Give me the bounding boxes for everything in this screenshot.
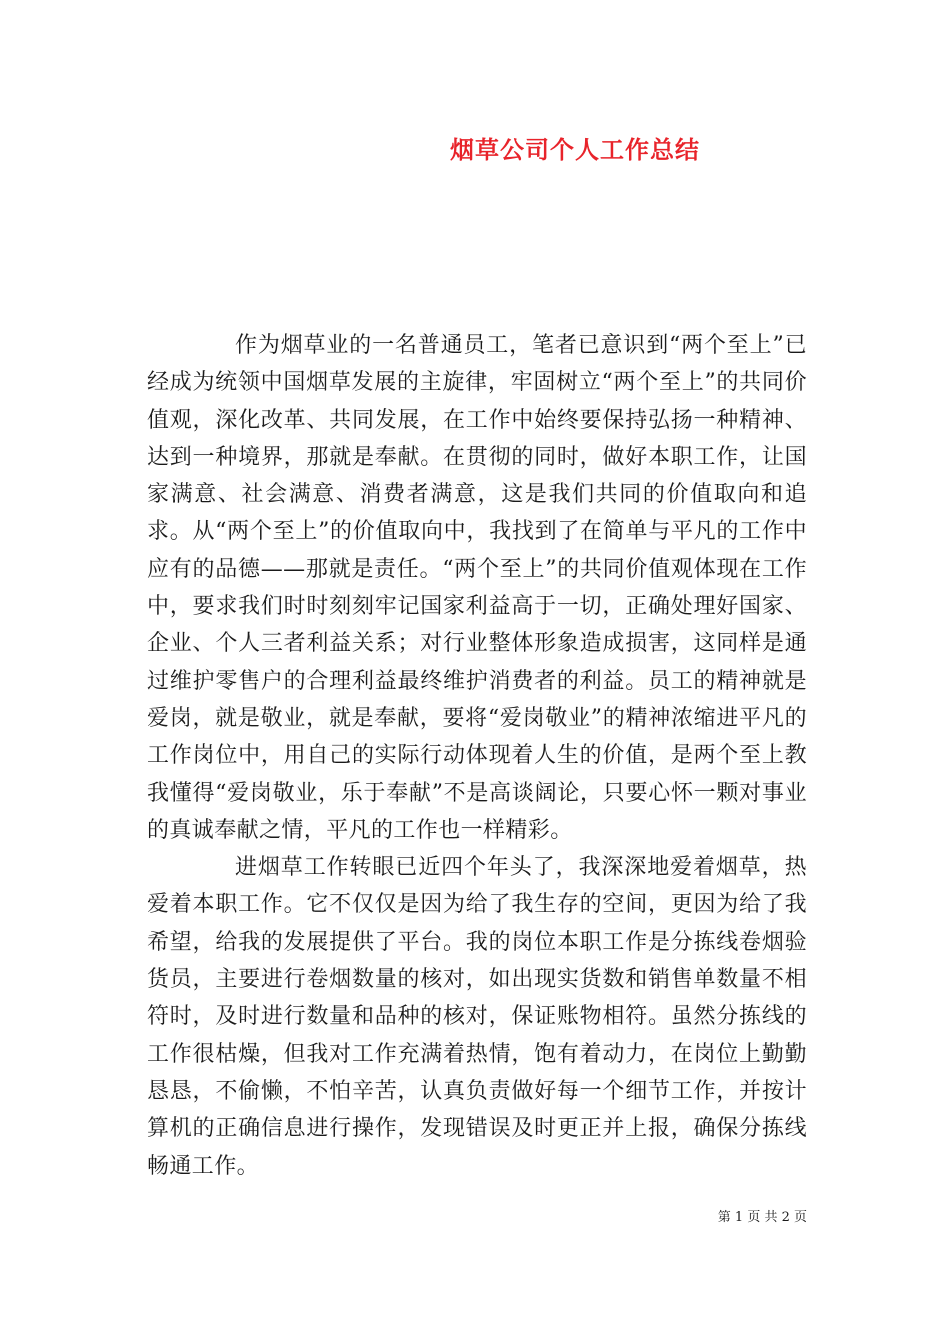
paragraph-1: 作为烟草业的一名普通员工，笔者已意识到“两个至上”已经成为统领中国烟草发展的主旋律，牢固树立“两个至上”的共同价值观，深化改革、共同发展，在工作中始终要保持弘扬一种精神、达到一种境界，那就是奉献。在贯彻的同时，做好本职工作，让国家满意、社会满意、消费者满意，这是我们共同的价值取向和追求。从“两个至上”的价值取向中，我找到了在简单与平凡的工作中应有的品德——那就是责任。“两个至上”的共同价值观体现在工作中，要求我们时时刻刻牢记国家利益高于一切，正确处理好国家、企业、个人三者利益关系；对行业整体形象造成损害，这同样是通过维护零售户的合理利益最终维护消费者的利益。员工的精神就是爱岗，就是敬业，就是奉献，要将“爱岗敬业”的精神浓缩进平凡的工作岗位中，用自己的实际行动体现着人生的价值，是两个至上教我懂得“爱岗敬业，乐于奉献”不是高谈阔论，只要心怀一颗对事业的真诚奉献之情，平凡的工作也一样精彩。 [147,333,807,843]
page-number: 第 1 页 共 2 页 [717,1210,807,1225]
document-body [147,327,807,1185]
paragraph-2: 进烟草工作转眼已近四个年头了，我深深地爱着烟草，热爱着本职工作。它不仅仅是因为给了我生存的空间，更因为给了我希望，给我的发展提供了平台。我的岗位本职工作是分拣线卷烟验货员，主要进行卷烟数量的核对，如出现实货数和销售单数量不相符时，及时进行数量和品种的核对，保证账物相符。虽然分拣线的工作很枯燥，但我对工作充满着热情，饱有着动力，在岗位上勤勤恳恳，不偷懒，不怕辛苦，认真负责做好每一个细节工作，并按计算机的正确信息进行操作，发现错误及时更正并上报，确保分拣线畅通工作。 [147,855,807,1179]
document-title: 烟草公司个人工作总结 [450,135,700,164]
